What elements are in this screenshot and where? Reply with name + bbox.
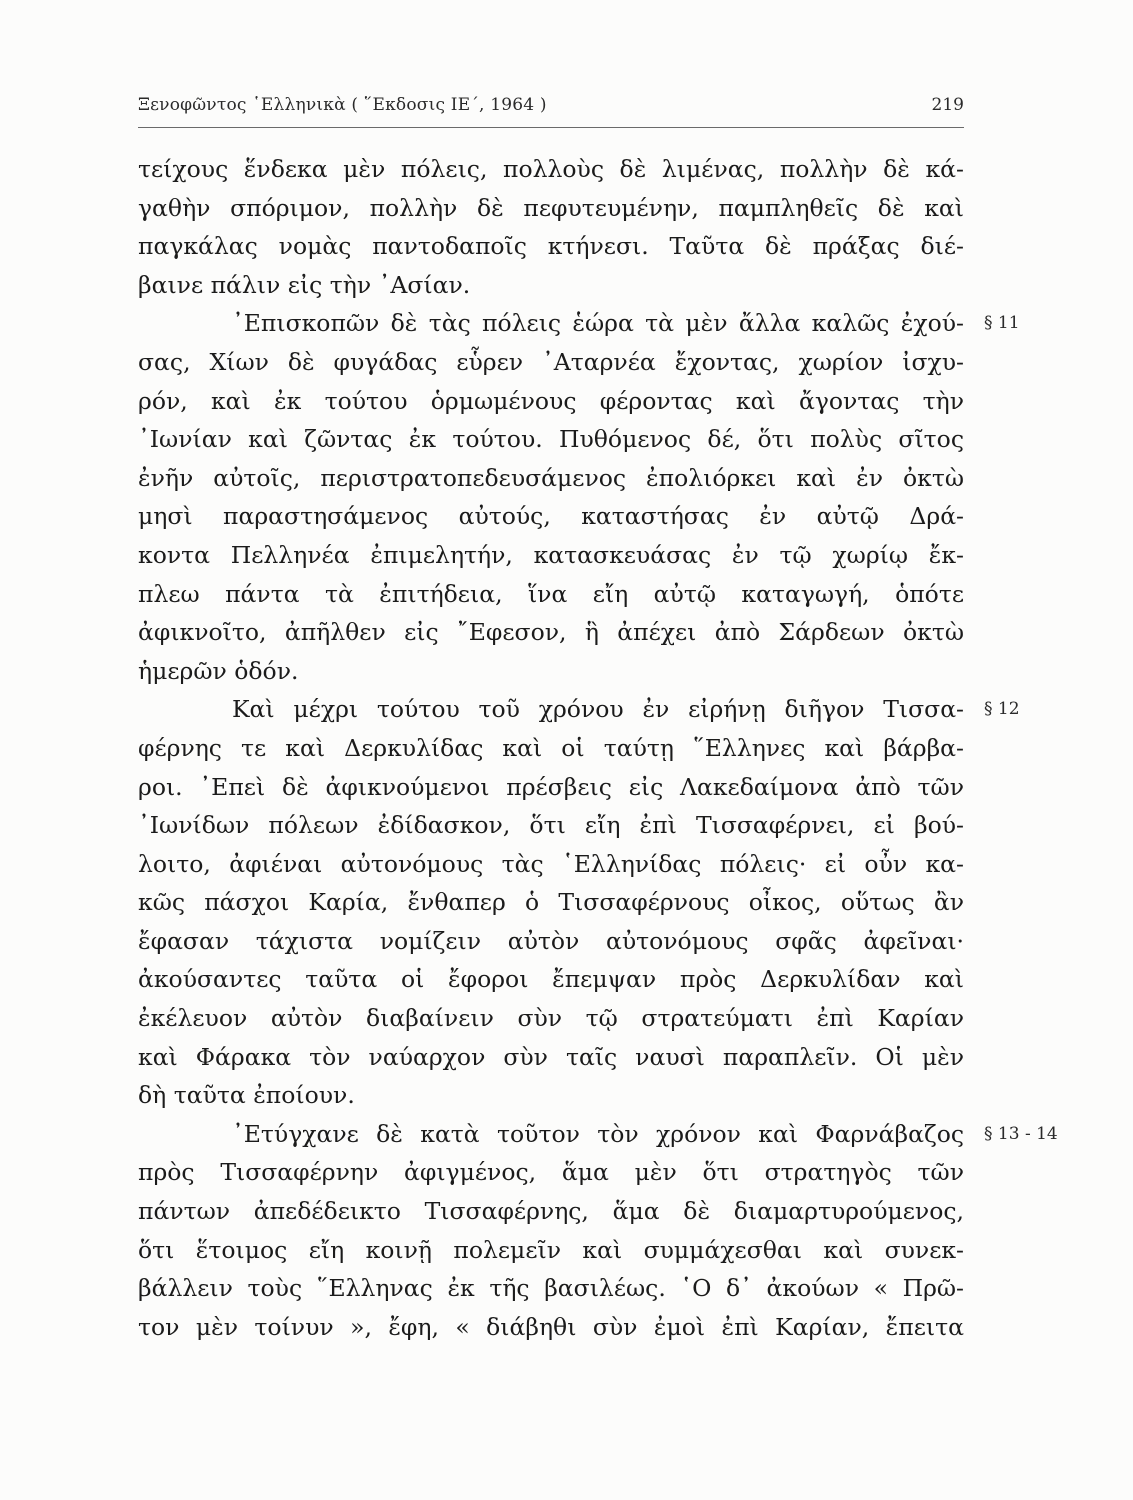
page-number: 219 xyxy=(931,95,964,115)
text-line-content: ᾿Επισκοπῶν δὲ τὰς πόλεις ἑώρα τὰ μὲν ἄλλα καλῶς ἐχού- xyxy=(232,309,964,338)
text-line: ροι. ᾿Επεὶ δὲ ἀφικνούμενοι πρέσβεις εἰς Λακεδαίμονα ἀπὸ τῶν xyxy=(138,772,964,801)
text-line xyxy=(138,304,1020,343)
text-line: πλεω πάντα τὰ ἐπιτήδεια, ἵνα εἴη αὐτῷ καταγωγή, ὁπότε xyxy=(138,579,964,608)
text-line: ἀφικνοῖτο, ἀπῆλθεν εἰς ῎Εφεσον, ἣ ἀπέχει ἀπὸ Σάρδεων ὀκτὼ xyxy=(138,618,964,647)
text-line: γαθὴν σπόριμον, πολλὴν δὲ πεφυτευμένην, παμπληθεῖς δὲ καὶ xyxy=(138,193,964,222)
text-line: παγκάλας νομὰς παντοδαποῖς κτήνεσι. Ταῦτα δὲ πράξας διέ- xyxy=(138,232,964,261)
text-line: τείχους ἕνδεκα μὲν πόλεις, πολλοὺς δὲ λιμένας, πολλὴν δὲ κά- xyxy=(138,155,964,183)
text-line: βαινε πάλιν εἰς τὴν ᾿Ασίαν. xyxy=(138,270,471,299)
text-line: βάλλειν τοὺς ῞Ελληνας ἐκ τῆς βασιλέως. ῾Ο δ᾿ ἀκούων « Πρῶ- xyxy=(138,1274,964,1303)
text-line: τον μὲν τοίνυν », ἔφη, « διάβηθι σὺν ἐμοὶ ἐπὶ Καρίαν, ἔπειτα xyxy=(138,1312,964,1341)
text-line xyxy=(138,1115,1058,1154)
text-line: ὅτι ἕτοιμος εἴη κοινῇ πολεμεῖν καὶ συμμάχεσθαι καὶ συνεκ- xyxy=(138,1235,964,1264)
text-line-content: ᾿Ετύγχανε δὲ κατὰ τοῦτον τὸν χρόνον καὶ Φαρνάβαζος xyxy=(232,1119,964,1148)
text-line: πρὸς Τισσαφέρνην ἀφιγμένος, ἅμα μὲν ὅτι στρατηγὸς τῶν xyxy=(138,1158,964,1187)
text-line: κῶς πάσχοι Καρία, ἔνθαπερ ὁ Τισσαφέρνους οἶκος, οὕτως ἂν xyxy=(138,888,964,917)
text-line: ἐνῆν αὐτοῖς, περιστρατοπεδευσάμενος ἐπολιόρκει καὶ ἐν ὀκτὼ xyxy=(138,463,964,492)
text-line: ἡμερῶν ὁδόν. xyxy=(138,656,299,685)
text-line: καὶ Φάρακα τὸν ναύαρχον σὺν ταῖς ναυσὶ παραπλεῖν. Οἱ μὲν xyxy=(138,1042,964,1071)
text-line: ᾿Ιωνίδων πόλεων ἐδίδασκον, ὅτι εἴη ἐπὶ Τισσαφέρνει, εἰ βού- xyxy=(138,811,964,840)
section-marker-12: § 12 xyxy=(984,699,1020,720)
text-line: λοιτο, ἀφιέναι αὐτονόμους τὰς ῾Ελληνίδας πόλεις· εἰ οὖν κα- xyxy=(138,849,964,878)
section-marker-11: § 11 xyxy=(984,313,1020,334)
header-rule xyxy=(138,127,964,128)
main-text xyxy=(138,150,1058,1346)
text-line: δὴ ταῦτα ἐποίουν. xyxy=(138,1081,355,1110)
text-line: κοντα Πελληνέα ἐπιμελητήν, κατασκευάσας ἐν τῷ χωρίῳ ἔκ- xyxy=(138,540,964,569)
text-line: μησὶ παραστησάμενος αὐτούς, καταστήσας ἐν αὐτῷ Δρά- xyxy=(138,502,964,531)
text-line: ἀκούσαντες ταῦτα οἱ ἔφοροι ἔπεμψαν πρὸς Δερκυλίδαν καὶ xyxy=(138,965,964,994)
text-line-content: Καὶ μέχρι τούτου τοῦ χρόνου ἐν εἰρήνῃ διῆγον Τισσα- xyxy=(232,695,964,724)
section-marker-13-14: § 13 - 14 xyxy=(984,1123,1058,1144)
text-line: φέρνης τε καὶ Δερκυλίδας καὶ οἱ ταύτῃ ῞Ελληνες καὶ βάρβα- xyxy=(138,733,964,762)
text-line: πάντων ἀπεδέδεικτο Τισσαφέρνης, ἅμα δὲ διαμαρτυρούμενος, xyxy=(138,1197,964,1226)
running-title: Ξενοφῶντος ῾Ελληνικὰ ( ῞Εκδοσις ΙΕ΄, 1964 ) xyxy=(138,95,547,115)
text-line: ἔφασαν τάχιστα νομίζειν αὐτὸν αὐτονόμους σφᾶς ἀφεῖναι· xyxy=(138,926,964,955)
text-line: σας, Χίων δὲ φυγάδας εὗρεν ᾿Αταρνέα ἔχοντας, χωρίον ἰσχυ- xyxy=(138,347,964,376)
text-line xyxy=(138,690,1020,729)
text-line: ρόν, καὶ ἐκ τούτου ὁρμωμένους φέροντας καὶ ἄγοντας τὴν xyxy=(138,386,964,415)
text-line: ἐκέλευον αὐτὸν διαβαίνειν σὺν τῷ στρατεύματι ἐπὶ Καρίαν xyxy=(138,1004,964,1033)
text-line: ᾿Ιωνίαν καὶ ζῶντας ἐκ τούτου. Πυθόμενος δέ, ὅτι πολὺς σῖτος xyxy=(138,425,964,454)
